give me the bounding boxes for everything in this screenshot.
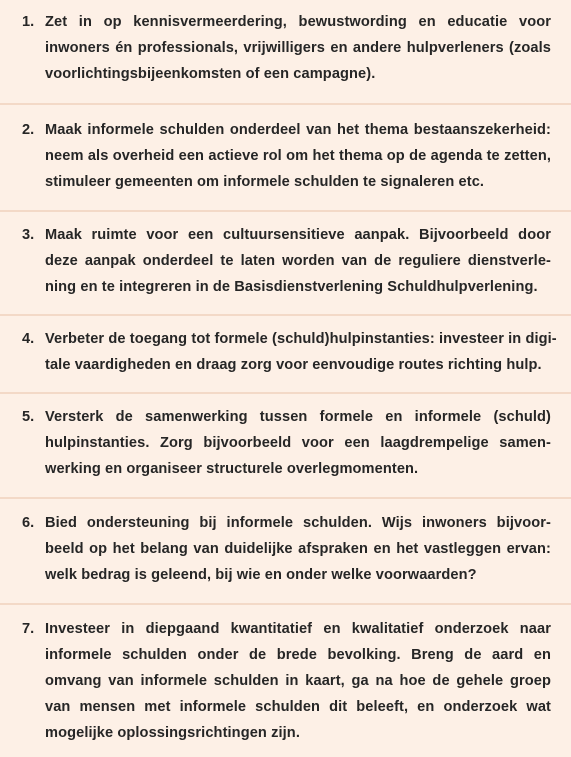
item-text-line: ning en te integreren in de Basisdienstverlening Schuldhulpverlening. <box>45 279 538 295</box>
item-text <box>45 510 551 588</box>
list-item <box>0 117 571 195</box>
list-item <box>0 616 571 746</box>
divider <box>0 210 571 212</box>
item-text <box>45 9 551 87</box>
item-text-line: Zet in op kennisvermeerdering, bewustwording en educatie voor <box>45 14 551 30</box>
item-text <box>45 326 557 378</box>
item-number: 1. <box>22 14 35 30</box>
item-number: 2. <box>22 122 35 138</box>
divider <box>0 103 571 105</box>
item-text-line: omvang van informele schulden in kaart, ga na hoe de gehele groep <box>45 673 551 689</box>
item-text-line: Verbeter de toegang tot formele (schuld)hulpinstanties: investeer in digi- <box>45 331 557 347</box>
item-number: 4. <box>22 331 35 347</box>
item-text <box>45 616 551 746</box>
item-text-line: tale vaardigheden en draag zorg voor eenvoudige routes richting hulp. <box>45 357 542 373</box>
item-number: 5. <box>22 409 35 425</box>
item-number: 6. <box>22 515 35 531</box>
item-text <box>45 117 551 195</box>
list-item <box>0 326 571 378</box>
item-text-line: hulpinstanties. Zorg bijvoorbeeld voor een laagdrempelige samen- <box>45 435 551 451</box>
item-text-line: Versterk de samenwerking tussen formele en informele (schuld) <box>45 409 551 425</box>
item-text-line: voorlichtingsbijeenkomsten of een campagne). <box>45 66 376 82</box>
item-text-line: Investeer in diepgaand kwantitatief en kwalitatief onderzoek naar <box>45 621 551 637</box>
list-item <box>0 222 571 300</box>
item-text-line: van mensen met informele schulden dit beleeft, en onderzoek wat <box>45 699 551 715</box>
item-text-line: Maak informele schulden onderdeel van het thema bestaanszekerheid: <box>45 122 551 138</box>
item-text-line: deze aanpak onderdeel te laten worden van de reguliere dienstverle- <box>45 253 551 269</box>
item-text-line: welk bedrag is geleend, bij wie en onder welke voorwaarden? <box>45 567 477 583</box>
divider <box>0 392 571 394</box>
item-text-line: Bied ondersteuning bij informele schulden. Wijs inwoners bijvoor- <box>45 515 551 531</box>
divider <box>0 603 571 605</box>
list-item <box>0 9 571 87</box>
item-number: 7. <box>22 621 35 637</box>
list-item <box>0 510 571 588</box>
item-text <box>45 404 551 482</box>
item-text-line: neem als overheid een actieve rol om het thema op de agenda te zetten, <box>45 148 551 164</box>
item-text-line: Maak ruimte voor een cultuursensitieve aanpak. Bijvoorbeeld door <box>45 227 551 243</box>
item-text-line: stimuleer gemeenten om informele schulden te signaleren etc. <box>45 174 485 190</box>
item-number: 3. <box>22 227 35 243</box>
item-text-line: werking en organiseer structurele overlegmomenten. <box>45 461 419 477</box>
item-text-line: mogelijke oplossingsrichtingen zijn. <box>45 725 300 741</box>
item-text <box>45 222 551 300</box>
item-text-line: inwoners én professionals, vrijwilligers en andere hulpverleners (zoals <box>45 40 551 56</box>
item-text-line: beeld op het belang van duidelijke afspraken en het vastleggen ervan: <box>45 541 551 557</box>
divider <box>0 497 571 499</box>
divider <box>0 314 571 316</box>
list-item <box>0 404 571 482</box>
item-text-line: informele schulden onder de brede bevolking. Breng de aard en <box>45 647 551 663</box>
